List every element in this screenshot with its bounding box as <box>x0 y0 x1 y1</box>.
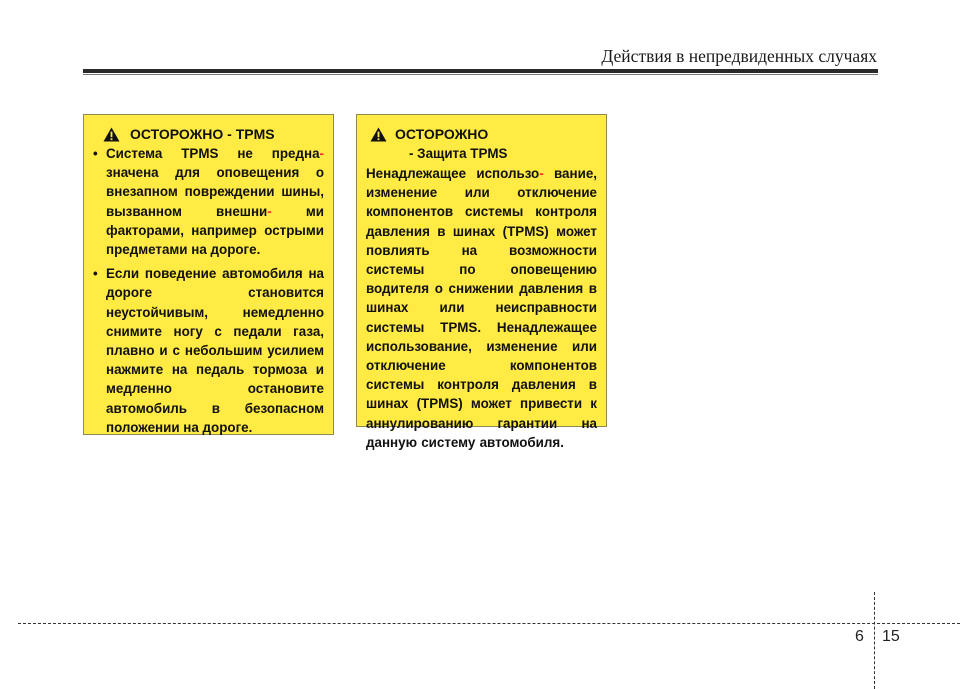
warning-title: ОСТОРОЖНО <box>395 126 489 142</box>
warning-text <box>366 164 597 452</box>
hyphen: - <box>319 146 324 161</box>
bullet-text-end: ми факторами, например острыми предметами на дороге. <box>106 203 324 258</box>
header-rule-thin <box>83 74 878 75</box>
list-item <box>93 264 324 437</box>
warning-triangle-icon <box>103 127 120 142</box>
warning-title: ОСТОРОЖНО - TPMS <box>130 126 275 142</box>
warning-text-a: Ненадлежащее использо <box>366 166 540 181</box>
hyphen: - <box>267 203 272 219</box>
warning-box-tpms <box>83 114 334 435</box>
footer-divider <box>874 592 875 689</box>
warning-subtitle: - Защита TPMS <box>409 146 508 161</box>
warning-box-tpms-protection <box>356 114 607 450</box>
bullet-text: Система TPMS не предна <box>106 146 320 161</box>
bullet-mark: • <box>93 266 98 282</box>
page-number: 15 <box>882 628 900 645</box>
warning-text-b: вание, изменение или отключение компонентов системы контроля давления в шинах (TPMS) может повлиять на возможности системы по оповещению водителя о снижении давления в шинах или неисправности системы TPMS. Ненадлежащее использование, изменение или отключение компонентов системы контроля давления в шинах (TPMS) может привести к аннулированию гарантии на данную систему автомобиля. <box>366 166 597 450</box>
bullet-mark: • <box>93 146 98 161</box>
chapter-title: Действия в непредвиденных случаях <box>601 46 877 66</box>
warning-header <box>366 125 597 144</box>
warning-triangle-icon <box>370 127 387 142</box>
header-rule <box>83 69 878 73</box>
bullet-text: Если поведение автомобиля на дороге становится неустойчивым, немедленно снимите ногу с педали газа, плавно и с небольшим усилием нажмите на педаль тормоза и медленно остановите автомобиль в безопасном положении на дороге. <box>106 266 324 435</box>
warning-header <box>93 125 324 144</box>
list-item <box>93 144 324 259</box>
bullet-text-rest: значена для оповещения о внезапном повреждении шины, вызванном внешни <box>106 165 324 219</box>
hyphen: - <box>539 166 544 181</box>
warning-bullet-list <box>93 144 324 437</box>
footer-rule <box>18 623 960 624</box>
chapter-number: 6 <box>855 628 864 645</box>
